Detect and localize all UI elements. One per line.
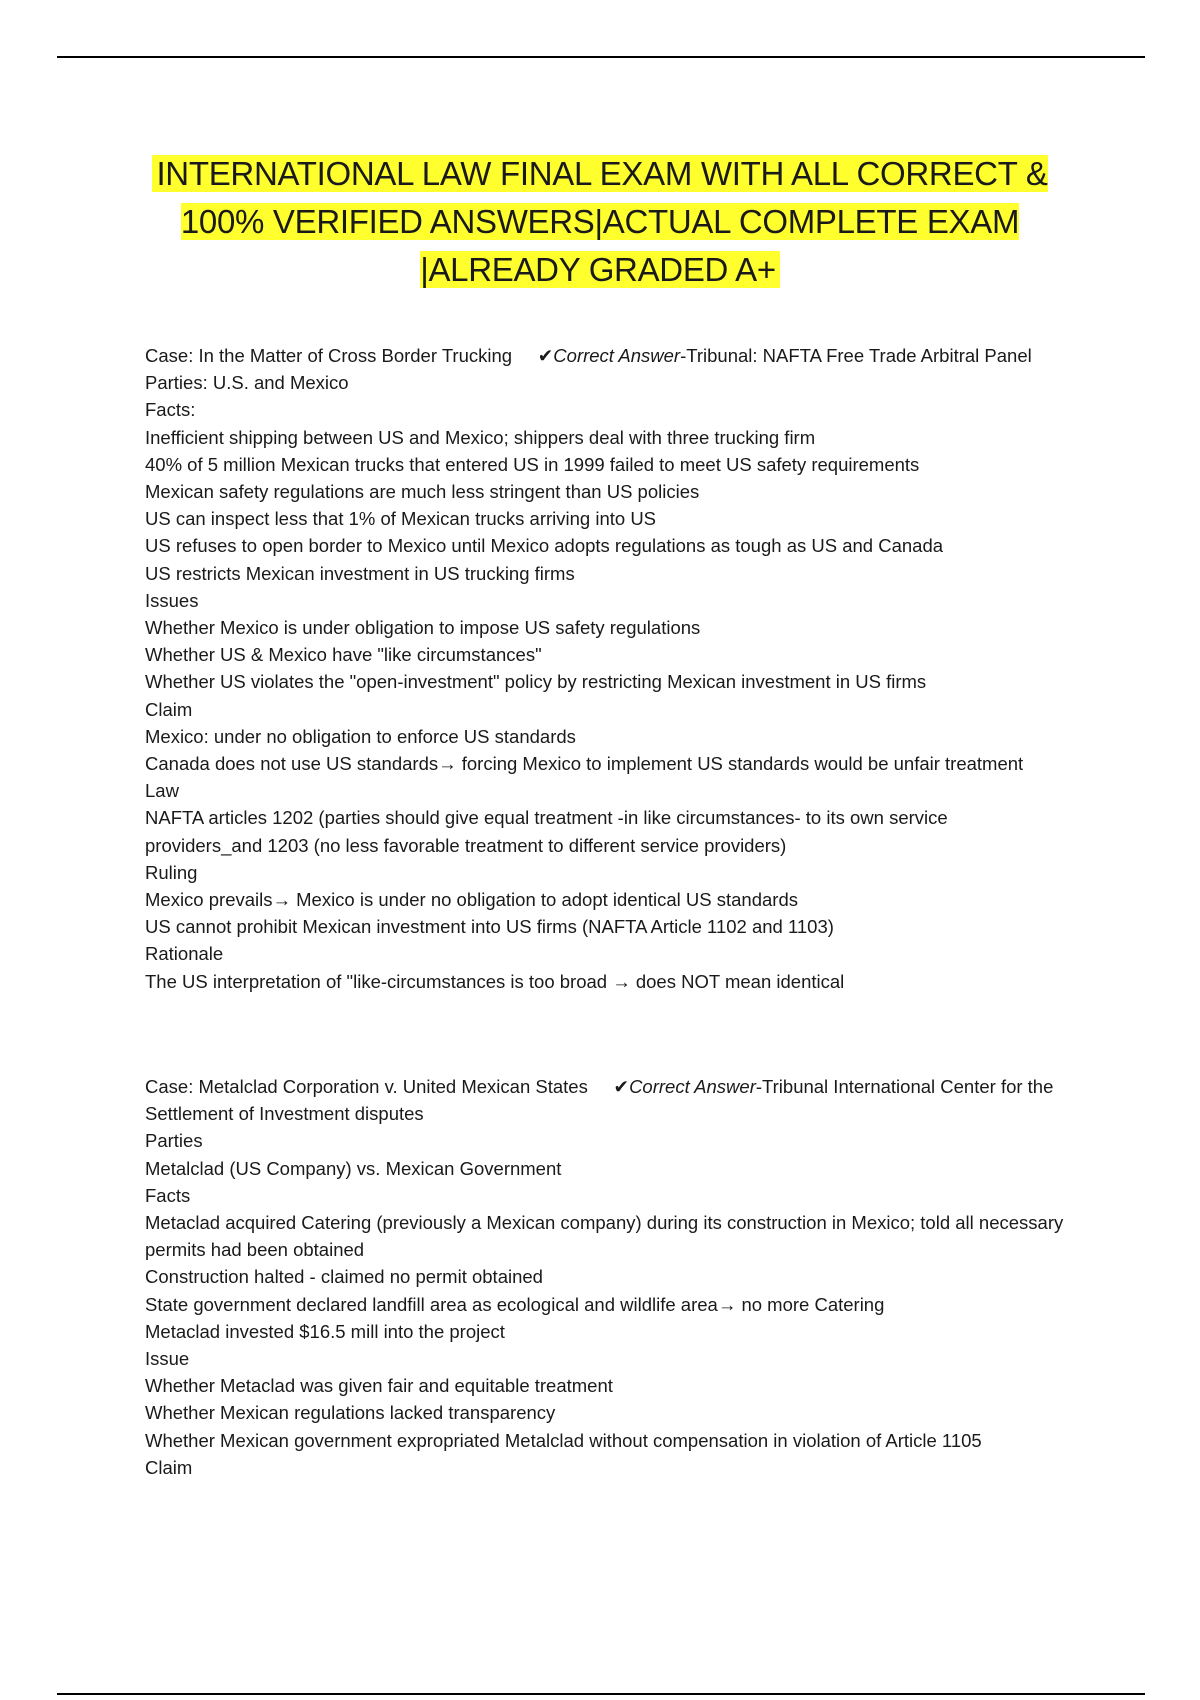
case-body [145,369,1065,995]
body-line: Issue [145,1348,190,1370]
body-line: Construction halted - claimed no permit obtained [145,1266,543,1288]
body-line: NAFTA articles 1202 (parties should give equal treatment -in like circumstances- to its own service providers_and 1203 (no less favorable treatment to different service providers) [145,807,948,856]
body-line: US refuses to open border to Mexico until Mexico adopts regulations as tough as US and Canada [145,535,944,557]
body-line: Whether Mexico is under obligation to impose US safety regulations [145,617,701,639]
body-line: Metaclad acquired Catering (previously a Mexican company) during its construction in Mexico; told all necessary permits had been obtained [145,1212,1064,1261]
document-title [120,150,1080,294]
body-line: Issues [145,589,199,611]
case-body [145,1127,1065,1481]
body-line: US can inspect less that 1% of Mexican trucks arriving into US [145,508,657,530]
bottom-rule [57,1693,1145,1695]
body-line: Canada does not use US standards→ forcing Mexico to implement US standards would be unfair treatment [145,753,1024,775]
answer-text: -Tribunal International Center for the Settlement of Investment disputes [145,1076,1054,1125]
case-question-line [145,342,1065,369]
correct-answer-label: Correct Answer [553,345,681,366]
body-line: Rationale [145,943,224,965]
body-line: State government declared landfill area as ecological and wildlife area→ no more Catering [145,1293,885,1315]
correct-answer-label: Correct Answer [629,1076,756,1097]
body-line: Metaclad invested $16.5 mill into the project [145,1320,505,1342]
body-line: Facts: [145,399,196,421]
body-line: Mexican safety regulations are much less stringent than US policies [145,481,700,503]
body-line: Parties [145,1130,203,1152]
body-line: Parties: U.S. and Mexico [145,372,349,394]
body-line: The US interpretation of "like-circumstances is too broad → does NOT mean identical [145,970,845,992]
body-line: Law [145,780,179,802]
body-line: Metalclad (US Company) vs. Mexican Government [145,1157,562,1179]
top-rule [57,56,1145,58]
answer-text: -Tribunal: NAFTA Free Trade Arbitral Panel [680,345,1032,366]
case-question: Case: In the Matter of Cross Border Trucking [145,345,513,366]
body-line: Ruling [145,861,198,883]
body-line: Facts [145,1184,191,1206]
case-question-line [145,1073,1065,1127]
body-line: US cannot prohibit Mexican investment into US firms (NAFTA Article 1102 and 1103) [145,916,834,938]
body-line: 40% of 5 million Mexican trucks that entered US in 1999 failed to meet US safety requirements [145,453,920,475]
check-mark-icon: ✔ [613,1076,630,1097]
case-block-1 [145,342,1065,995]
body-line: Mexico: under no obligation to enforce US standards [145,725,576,747]
body-line: Whether Mexican government expropriated Metalclad without compensation in violation of Article 1105 [145,1429,982,1451]
title-highlight: INTERNATIONAL LAW FINAL EXAM WITH ALL CORRECT & 100% VERIFIED ANSWERS|ACTUAL COMPLETE EXAM |ALREADY GRADED A+ [152,155,1047,288]
check-mark-icon: ✔ [537,345,554,366]
case-block-2 [145,1073,1065,1481]
body-line: Whether US & Mexico have "like circumstances" [145,644,542,666]
body-line: Claim [145,1456,193,1478]
body-line: US restricts Mexican investment in US trucking firms [145,562,575,584]
body-line: Whether Mexican regulations lacked transparency [145,1402,556,1424]
body-line: Whether US violates the "open-investment" policy by restricting Mexican investment in US firms [145,671,927,693]
body-line: Claim [145,698,193,720]
body-line: Mexico prevails→ Mexico is under no obligation to adopt identical US standards [145,889,798,911]
body-line: Whether Metaclad was given fair and equitable treatment [145,1375,613,1397]
body-line: Inefficient shipping between US and Mexico; shippers deal with three trucking firm [145,426,816,448]
case-question: Case: Metalclad Corporation v. United Mexican States [145,1076,588,1097]
